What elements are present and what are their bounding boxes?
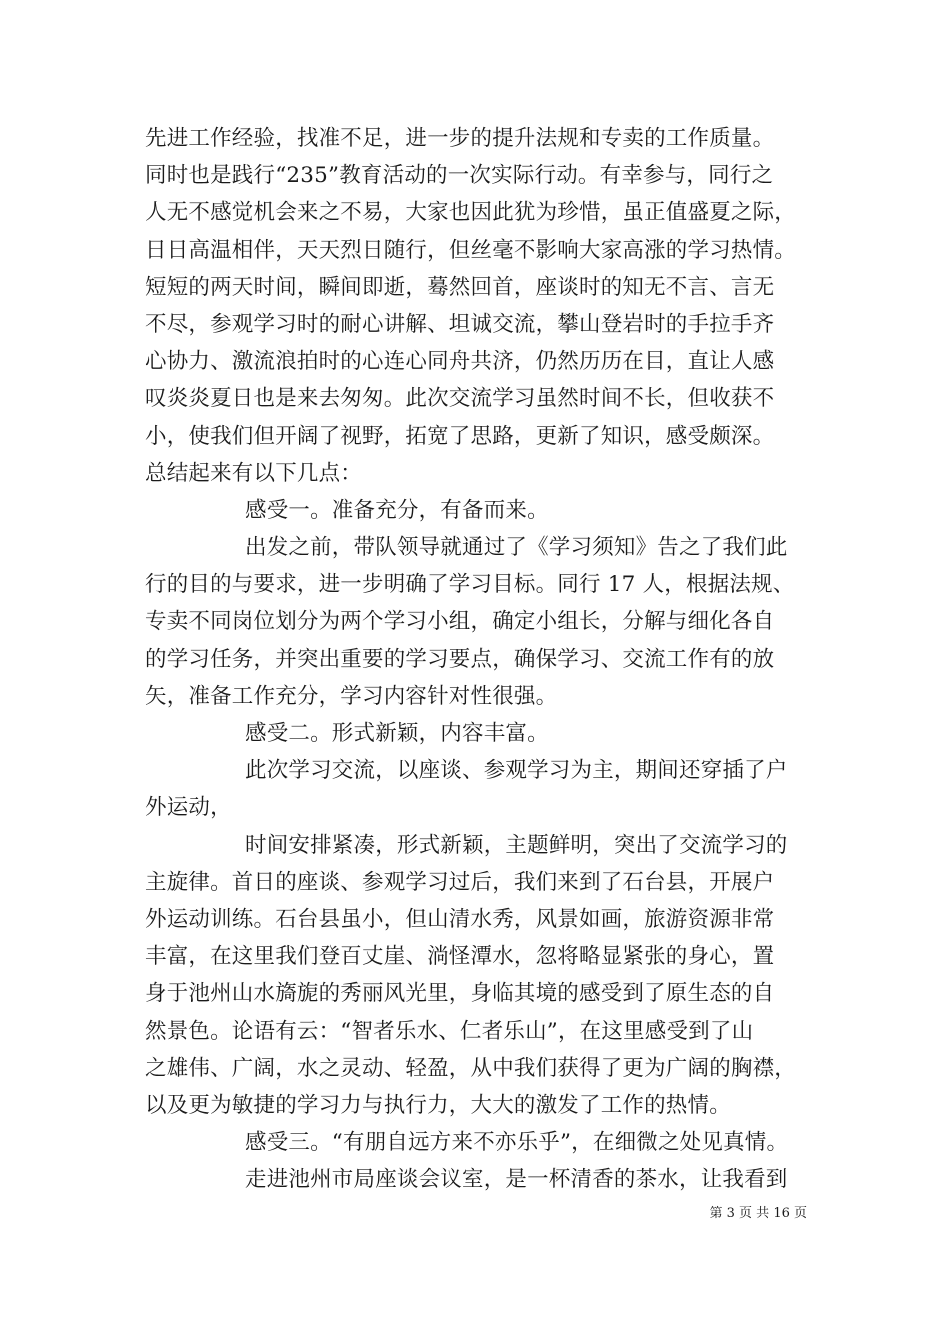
text-line: 人无不感觉机会来之不易，大家也因此犹为珍惜，虽正值盛夏之际， [145, 200, 797, 226]
text-line: 外运动训练。石台县虽小，但山清水秀，风景如画，旅游资源非常 [145, 906, 775, 932]
paragraph-start: 走进池州市局座谈会议室，是一杯清香的茶水，让我看到 [245, 1167, 788, 1193]
text-line: 丰富，在这里我们登百丈崖、淌怪潭水，忽将略显紧张的身心，置 [145, 944, 775, 970]
text-line: 叹炎炎夏日也是来去匆匆。此次交流学习虽然时间不长，但收获不 [145, 386, 775, 412]
text-line: 的学习任务，并突出重要的学习要点，确保学习、交流工作有的放 [145, 646, 775, 672]
text-line: 专卖不同岗位划分为两个学习小组，确定小组长，分解与细化各自 [145, 609, 775, 635]
text-line: 矢，准备工作充分，学习内容针对性很强。 [145, 683, 558, 709]
text-line: 心协力、激流浪拍时的心连心同舟共济，仍然历历在目，直让人感 [145, 349, 775, 375]
text-line: 日日高温相伴，天天烈日随行，但丝毫不影响大家高涨的学习热情。 [145, 237, 797, 263]
text-line: 同时也是践行“235”教育活动的一次实际行动。有幸参与，同行之 [145, 163, 774, 189]
text-line: 身于池州山水旖旎的秀丽风光里，身临其境的感受到了原生态的自 [145, 981, 775, 1007]
text-line: 然景色。论语有云：“智者乐水、仁者乐山”，在这里感受到了山 [145, 1018, 754, 1044]
paragraph-start: 此次学习交流，以座谈、参观学习为主，期间还穿插了户 [245, 758, 788, 784]
text-line: 先进工作经验，找准不足，进一步的提升法规和专卖的工作质量。 [145, 126, 775, 151]
text-line: 小，使我们但开阔了视野，拓宽了思路，更新了知识，感受颇深。 [145, 423, 775, 449]
text-line: 以及更为敏捷的学习力与执行力，大大的激发了工作的热情。 [145, 1092, 731, 1118]
text-line: 之雄伟、广阔，水之灵动、轻盈，从中我们获得了更为广阔的胸襟， [145, 1055, 797, 1081]
section-heading: 感受三。“有朋自远方来不亦乐乎”，在细微之处见真情。 [245, 1130, 789, 1156]
text-line: 主旋律。首日的座谈、参观学习过后，我们来到了石台县，开展户 [145, 869, 775, 895]
paragraph-start: 时间安排紧凑，形式新颖，主题鲜明，突出了交流学习的 [245, 832, 788, 858]
section-heading: 感受一。准备充分，有备而来。 [245, 497, 549, 523]
text-line: 总结起来有以下几点： [145, 460, 363, 486]
section-heading: 感受二。形式新颖，内容丰富。 [245, 721, 549, 746]
text-line: 不尽，参观学习时的耐心讲解、坦诚交流，攀山登岩时的手拉手齐 [145, 311, 775, 337]
page-footer: 第 3 页 共 16 页 [709, 1206, 807, 1221]
text-line: 行的目的与要求，进一步明确了学习目标。同行 17 人，根据法规、 [145, 572, 795, 598]
body-text [145, 120, 810, 1198]
text-line: 短短的两天时间，瞬间即逝，蓦然回首，座谈时的知无不言、言无 [145, 274, 775, 300]
text-line: 外运动， [145, 795, 232, 821]
paragraph-start: 出发之前，带队领导就通过了《学习须知》告之了我们此 [245, 535, 788, 561]
